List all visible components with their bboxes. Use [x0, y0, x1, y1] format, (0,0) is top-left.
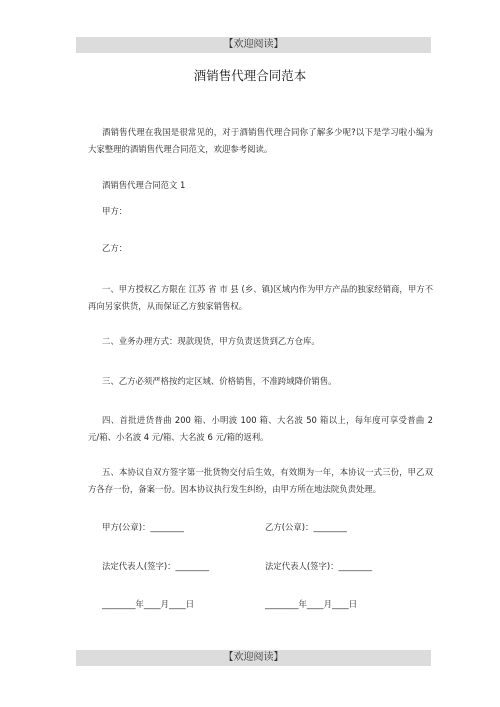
- party-a-seal-line: 甲方(公章)：________: [102, 522, 184, 532]
- document-title: 酒销售代理合同范本: [193, 68, 307, 83]
- clause-4: 四、首批进货普曲 200 箱、小明波 100 箱、大名波 50 箱以上，每年度可享受普曲 2 元/箱、小名波 4 元/箱、大名波 6 元/箱的返利。: [88, 415, 433, 442]
- clause-1: 一、甲方授权乙方限在 江苏 省 市 县 (乡、镇)区域内作为甲方产品的独家经销商，甲方不再向另家供货，从而保证乙方独家销售权。: [88, 284, 433, 311]
- party-a-representative-line: 法定代表人(签字)：________: [102, 561, 210, 571]
- party-a-date-line: ________年____月____日: [102, 599, 195, 609]
- bottom-banner: 【欢迎阅读】: [76, 650, 431, 666]
- party-b-date-line: ________年____月____日: [265, 599, 358, 609]
- top-banner: 【欢迎阅读】: [76, 37, 431, 53]
- clause-2: 二、业务办理方式：现款现货，甲方负责送货到乙方仓库。: [102, 336, 320, 346]
- intro-paragraph: 酒销售代理在我国是很常见的，对于酒销售代理合同你了解多少呢?以下是学习啦小编为大家整理的酒销售代理合同范文，欢迎参考阅读。: [88, 127, 433, 154]
- section-heading: 酒销售代理合同范文 1: [102, 180, 186, 190]
- clause-3: 三、乙方必须严格按约定区域、价格销售，不准跨域降价销售。: [102, 376, 337, 386]
- party-b-label: 乙方：: [102, 243, 128, 253]
- clause-5: 五、本协议自双方签字第一批货物交付后生效，有效期为一年，本协议一式三份，甲乙双方各存一份，备案一份。因本协议执行发生纠纷，由甲方所在地法院负责处理。: [88, 467, 433, 494]
- party-b-representative-line: 法定代表人(签字)：________: [265, 561, 373, 571]
- party-a-label: 甲方：: [102, 206, 128, 216]
- party-b-seal-line: 乙方(公章)：________: [265, 522, 347, 532]
